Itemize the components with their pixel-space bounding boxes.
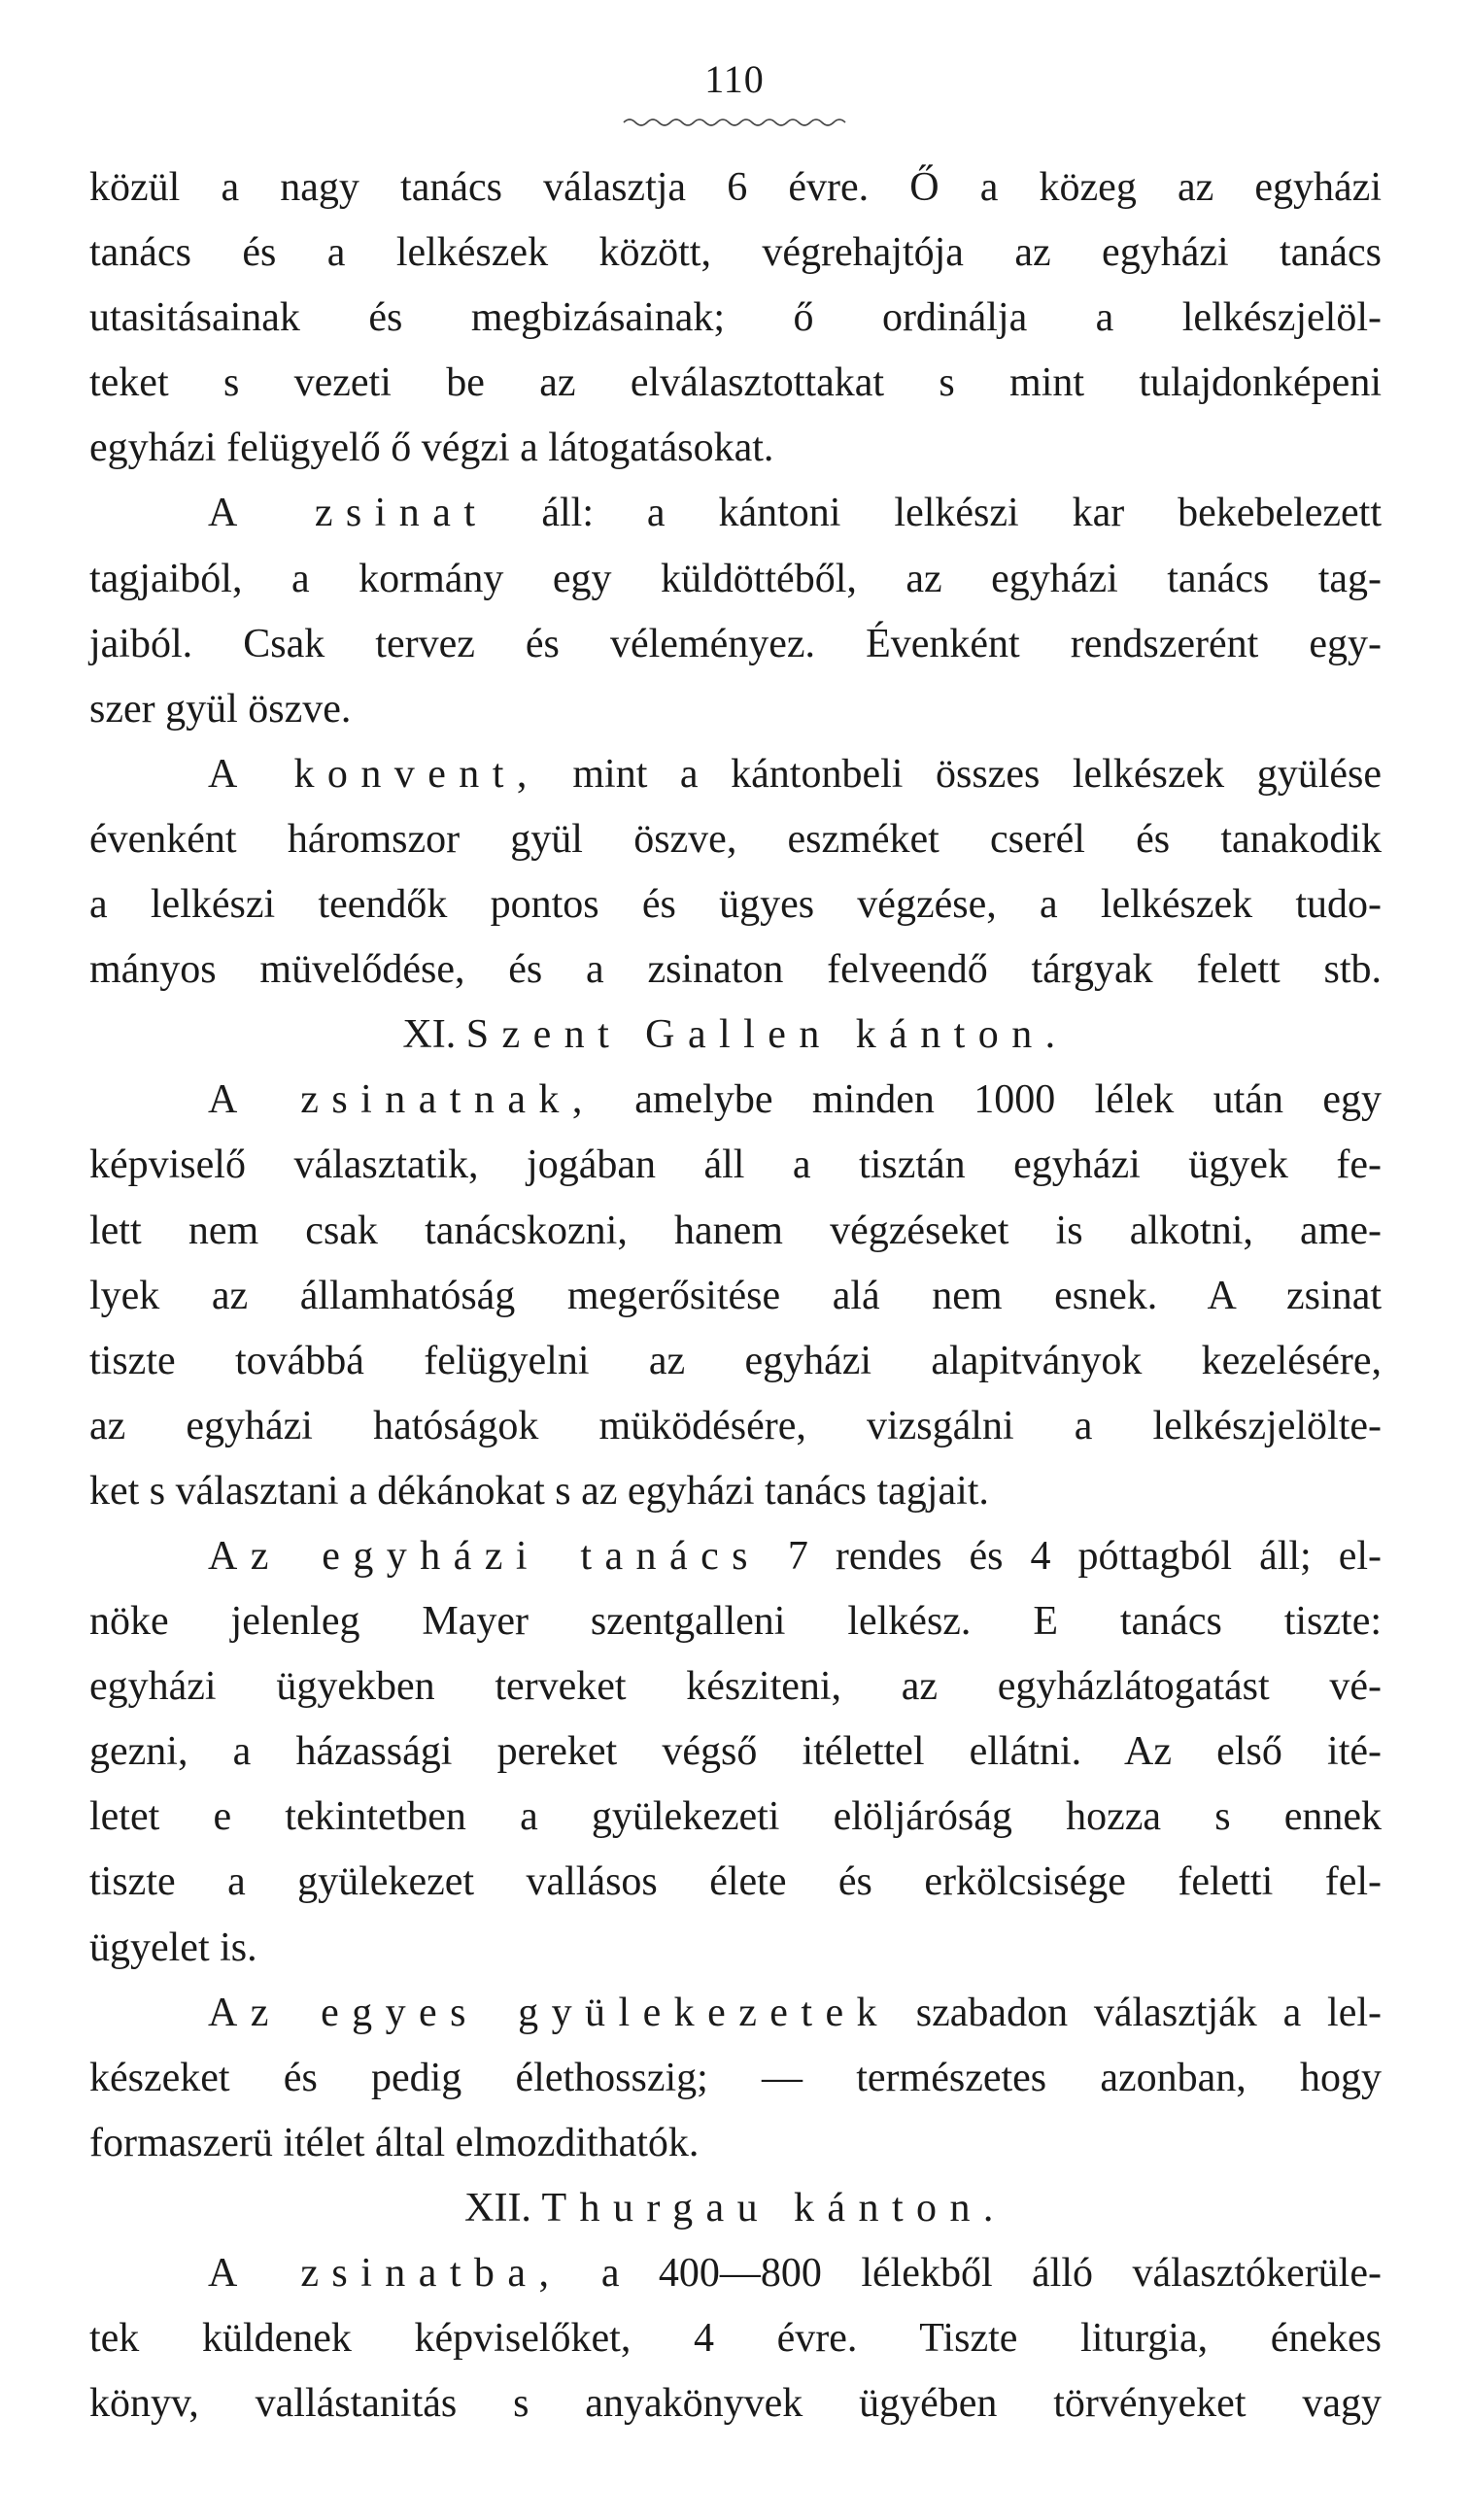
ornament-rule (622, 115, 847, 128)
text-line: utasitásainak és megbizásainak; ő ordinálja a lelkészjelöl- (89, 295, 1382, 341)
text-line: tiszte a gyülekezet vallásos élete és erkölcsisége feletti fel- (89, 1859, 1382, 1905)
text-line: az egyházi hatóságok müködésére, vizsgálni a lelkészjelölte- (89, 1403, 1382, 1448)
paragraph-start: A zsinat áll: a kántoni lelkészi kar bekebelezett (208, 491, 1383, 536)
section-heading-xi: XI. Szent Gallen kánton. (402, 1012, 1069, 1058)
paragraph-start: A konvent, mint a kántonbeli összes lelkészek gyülése (208, 751, 1382, 797)
text-line: tek küldenek képviselőket, 4 évre. Tiszte liturgia, énekes (89, 2316, 1382, 2362)
text-line: tanács és a lelkészek között, végrehajtója az egyházi tanács (89, 230, 1382, 276)
text-line: jaiból. Csak tervez és véleményez. Évenként rendszerént egy- (89, 621, 1382, 666)
section-heading-xii: XII. Thurgau kánton. (464, 2185, 1007, 2231)
paragraph-start: A zsinatba, a 400—800 lélekből álló választókerüle- (208, 2251, 1382, 2296)
text-line: képviselő választatik, jogában áll a tisztán egyházi ügyek fe- (89, 1142, 1382, 1188)
text-line: lyek az államhatóság megerősitése alá nem esnek. A zsinat (89, 1273, 1382, 1318)
text-line: teket s vezeti be az elválasztottakat s mint tulajdonképeni (89, 360, 1382, 406)
text-line: nöke jelenleg Mayer szentgalleni lelkész. E tanács tiszte: (89, 1599, 1382, 1645)
text-line: ügyelet is. (89, 1924, 257, 1970)
text-line: egyházi felügyelő ő végzi a látogatásokat. (89, 426, 774, 471)
text-line: formaszerü itélet által elmozdithatók. (89, 2120, 700, 2165)
text-line: lett nem csak tanácskozni, hanem végzéseket is alkotni, ame- (89, 1208, 1382, 1253)
paragraph-start: Az egyházi tanács 7 rendes és 4 póttagból áll; el- (208, 1533, 1382, 1579)
paragraph-start: A zsinatnak, amelybe minden 1000 lélek után egy (208, 1077, 1382, 1123)
page-number: 110 (704, 57, 765, 101)
text-line: közül a nagy tanács választja 6 évre. Ő a közeg az egyházi (89, 165, 1382, 210)
text-line: letet e tekintetben a gyülekezeti elöljáróság hozza s ennek (89, 1794, 1382, 1840)
text-line: gezni, a házassági pereket végső itélettel ellátni. Az első ité- (89, 1729, 1382, 1775)
text-line: a lelkészi teendők pontos és ügyes végzése, a lelkészek tudo- (89, 882, 1382, 928)
body-text (89, 155, 1382, 2436)
text-line: mányos müvelődése, és a zsinaton felveendő tárgyak felett stb. (89, 947, 1382, 993)
text-line: tagjaiból, a kormány egy küldöttéből, az egyházi tanács tag- (89, 556, 1382, 601)
text-line: szer gyül öszve. (89, 686, 352, 732)
text-line: évenként háromszor gyül öszve, eszméket cserél és tanakodik (89, 816, 1382, 862)
paragraph-start: Az egyes gyülekezetek szabadon választják a lel- (208, 1990, 1383, 2035)
text-line: könyv, vallástanitás s anyakönyvek ügyében törvényeket vagy (89, 2381, 1382, 2427)
text-line: ket s választani a dékánokat s az egyházi tanács tagjait. (89, 1468, 989, 1514)
text-line: készeket és pedig élethosszig; — természetes azonban, hogy (89, 2055, 1382, 2100)
text-line: egyházi ügyekben terveket késziteni, az egyházlátogatást vé- (89, 1664, 1382, 1710)
text-line: tiszte továbbá felügyelni az egyházi alapitványok kezelésére, (89, 1338, 1382, 1383)
